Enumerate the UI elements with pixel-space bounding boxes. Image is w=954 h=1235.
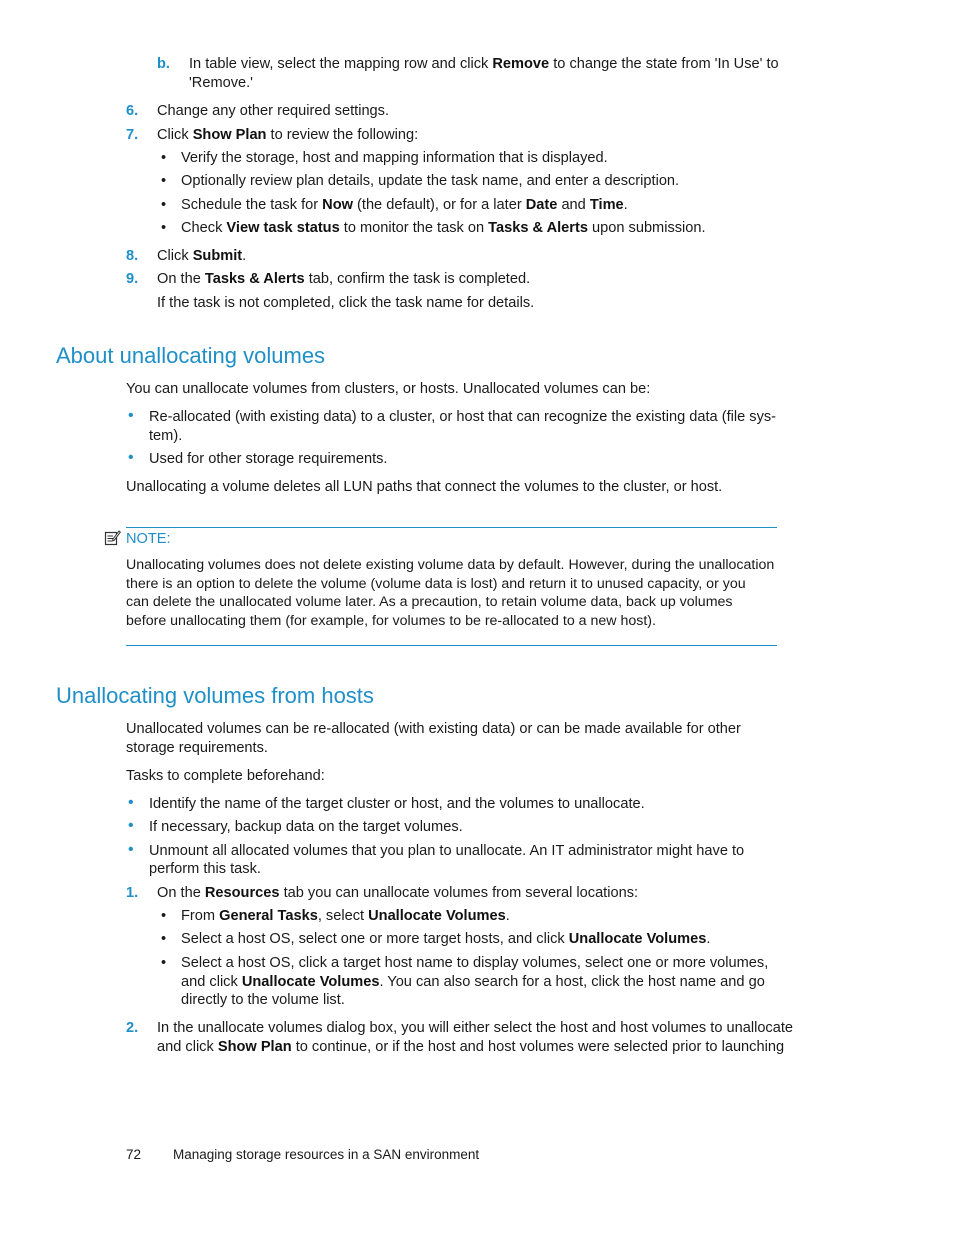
note-line-2: there is an option to delete the volume (volume data is lost) and return it to unused capacity, or you xyxy=(126,576,746,592)
section-heading-unallocating-from-hosts: Unallocating volumes from hosts xyxy=(56,683,374,708)
bullet-dot: • xyxy=(161,220,167,236)
bullet-dot: • xyxy=(128,841,134,858)
note-top-rule xyxy=(126,527,777,528)
section1-paragraph: Unallocating a volume deletes all LUN paths that connect the volumes to the cluster, or host. xyxy=(126,479,723,495)
step-2-line1: In the unallocate volumes dialog box, you will either select the host and host volumes to unallocate xyxy=(157,1020,794,1036)
section2-bullet-2: If necessary, backup data on the target volumes. xyxy=(149,819,463,835)
step-7-text: Click Show Plan to review the following: xyxy=(157,127,419,143)
step-1-text: On the Resources tab you can unallocate volumes from several locations: xyxy=(157,885,639,901)
bullet-dot: • xyxy=(161,173,167,189)
step-1-sub-1: From General Tasks, select Unallocate Volumes. xyxy=(181,908,510,924)
step-7-bullet-1: Verify the storage, host and mapping information that is displayed. xyxy=(181,150,608,166)
footer-title: Managing storage resources in a SAN environment xyxy=(173,1147,480,1162)
step-7-bullet-4: Check View task status to monitor the task on Tasks & Alerts upon submission. xyxy=(181,220,706,236)
bullet-dot: • xyxy=(128,407,134,424)
section1-bullet-1-line1: Re-allocated (with existing data) to a cluster, or host that can recognize the existing data (file sys- xyxy=(149,409,777,425)
note-line-3: can delete the unallocated volume later. As a precaution, to retain volume data, back up volumes xyxy=(126,594,733,610)
step-b-line2: 'Remove.' xyxy=(189,75,253,91)
section1-intro: You can unallocate volumes from clusters, or hosts. Unallocated volumes can be: xyxy=(126,381,651,397)
step-2-line2: and click Show Plan to continue, or if the host and host volumes were selected prior to launching xyxy=(157,1039,785,1055)
section-heading-about-unallocating: About unallocating volumes xyxy=(56,343,326,368)
section1-bullet-1-line2: tem). xyxy=(149,428,183,444)
step-9-detail: If the task is not completed, click the task name for details. xyxy=(157,295,535,311)
step-1-sub-3-line3: directly to the volume list. xyxy=(181,992,345,1008)
step-7-bullet-3: Schedule the task for Now (the default), or for a later Date and Time. xyxy=(181,197,628,213)
note-line-4: before unallocating them (for example, for volumes to be re-allocated to a new host). xyxy=(126,613,656,629)
bullet-dot: • xyxy=(161,955,167,971)
step-6-number: 6. xyxy=(126,103,139,119)
step-8-number: 8. xyxy=(126,248,139,264)
step-8-text: Click Submit. xyxy=(157,248,247,264)
section2-bullet-3-line2: perform this task. xyxy=(149,861,261,877)
step-6-text: Change any other required settings. xyxy=(157,103,390,119)
step-1-number: 1. xyxy=(126,885,139,901)
list-marker-b: b. xyxy=(157,56,170,72)
section2-bullet-1: Identify the name of the target cluster or host, and the volumes to unallocate. xyxy=(149,796,645,812)
section2-intro-line2: storage requirements. xyxy=(126,740,268,756)
step-2-number: 2. xyxy=(126,1020,139,1036)
bullet-dot: • xyxy=(161,931,167,947)
bullet-dot: • xyxy=(161,908,167,924)
section2-intro-line1: Unallocated volumes can be re-allocated (with existing data) or can be made available for other xyxy=(126,721,741,737)
step-b-line1: In table view, select the mapping row and click Remove to change the state from 'In Use' to xyxy=(189,56,779,72)
bullet-dot: • xyxy=(128,794,134,811)
section2-bullet-3-line1: Unmount all allocated volumes that you plan to unallocate. An IT administrator might have to xyxy=(149,843,745,859)
note-label: NOTE: xyxy=(126,531,171,547)
bullet-dot: • xyxy=(128,817,134,834)
note-bottom-rule xyxy=(126,645,777,646)
bullet-dot: • xyxy=(161,197,167,213)
page-number: 72 xyxy=(126,1147,142,1162)
note-line-1: Unallocating volumes does not delete existing volume data by default. However, during the unallocation xyxy=(126,557,775,573)
bullet-dot: • xyxy=(128,449,134,466)
step-1-sub-2: Select a host OS, select one or more target hosts, and click Unallocate Volumes. xyxy=(181,931,711,947)
step-1-sub-3-line2: and click Unallocate Volumes. You can also search for a host, click the host name and go xyxy=(181,974,765,990)
step-7-bullet-2: Optionally review plan details, update the task name, and enter a description. xyxy=(181,173,680,189)
step-1-sub-3-line1: Select a host OS, click a target host name to display volumes, select one or more volumes, xyxy=(181,955,769,971)
bullet-dot: • xyxy=(161,150,167,166)
step-9-number: 9. xyxy=(126,271,139,287)
note-icon xyxy=(104,529,121,546)
step-9-text: On the Tasks & Alerts tab, confirm the task is completed. xyxy=(157,271,531,287)
section2-tasks-label: Tasks to complete beforehand: xyxy=(126,768,325,784)
step-7-number: 7. xyxy=(126,127,139,143)
section1-bullet-2: Used for other storage requirements. xyxy=(149,451,388,467)
